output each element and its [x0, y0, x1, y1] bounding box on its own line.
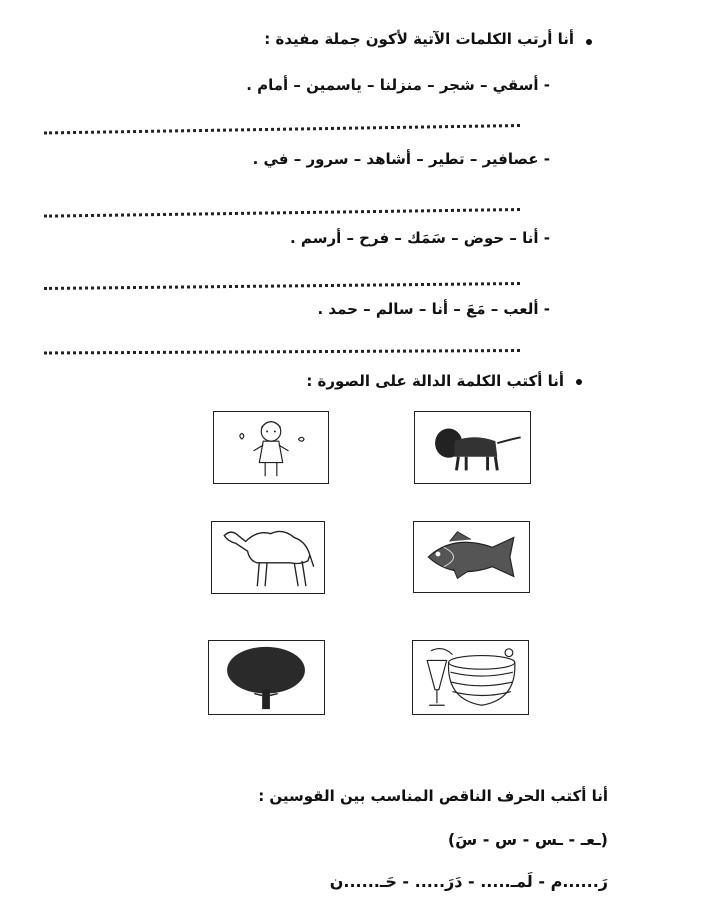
answer-line-2[interactable] [44, 208, 520, 218]
lion-icon [415, 412, 530, 483]
sentence-item-3: - أنا – حوض – سَمَك – فرح – أرسم . [290, 229, 550, 247]
tree-icon [209, 641, 324, 714]
sentence-item-1: - أسقي – شجر – منزلنا – ياسمين – أمام . [246, 76, 550, 94]
fish-picture [413, 521, 530, 593]
camel-picture [211, 521, 325, 594]
honey-pot-icon [413, 641, 528, 714]
section2-heading: أنا أكتب الكلمة الدالة على الصورة : [306, 372, 564, 390]
tree-picture [208, 640, 325, 715]
girl-picture [213, 411, 329, 484]
answer-line-1[interactable] [44, 124, 520, 134]
girl-icon [214, 412, 328, 483]
bullet-dot [576, 379, 582, 385]
answer-line-3[interactable] [44, 282, 520, 290]
section1-heading: أنا أرتب الكلمات الآتية لأكون جملة مفيدة : [264, 30, 574, 48]
lion-picture [414, 411, 531, 484]
fish-icon [414, 522, 529, 592]
camel-icon [212, 522, 324, 593]
words-row[interactable]: رَ......م - لَمـ..... - دَرَ..... - حَـ......ن [329, 872, 608, 891]
honey-pot-picture [412, 640, 529, 715]
sentence-item-4: - ألعب – مَعَ – أنا – سالم – حمد . [317, 300, 550, 318]
bullet-dot [586, 39, 592, 45]
section3-heading: أنا أكتب الحرف الناقص المناسب بين القوسين : [258, 787, 608, 805]
answer-line-4[interactable] [44, 349, 520, 354]
sentence-item-2: - عصافير – تطير – أشاهد – سرور – في . [252, 150, 550, 168]
letters-row: (ـعـ - ـس - س - سَ) [447, 830, 608, 849]
